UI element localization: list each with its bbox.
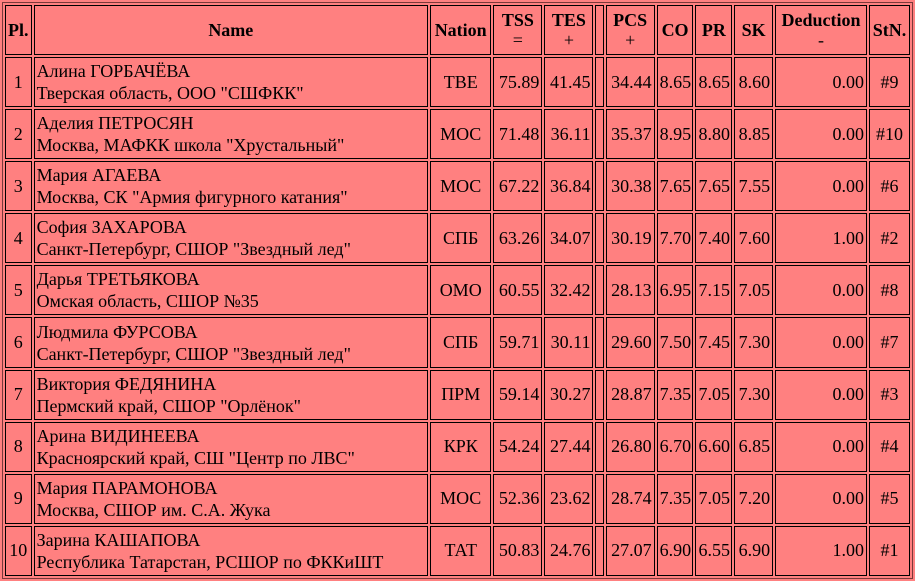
start-number-cell: #1 [869, 526, 910, 576]
gap-cell [595, 265, 603, 315]
pr-cell: 7.65 [695, 161, 732, 211]
skater-name: Дарья ТРЕТЬЯКОВА [36, 269, 200, 290]
pcs-cell: 29.60 [606, 317, 655, 367]
skater-club: Красноярский край, СШ "Центр по ЛВС" [36, 447, 355, 468]
nation-cell: МОС [430, 109, 491, 159]
place-cell: 9 [5, 474, 32, 524]
nation-cell: МОС [430, 474, 491, 524]
deduction-cell: 0.00 [775, 161, 867, 211]
tss-cell: 59.14 [493, 370, 542, 420]
sk-cell: 7.20 [734, 474, 773, 524]
table-row [5, 526, 910, 576]
nation-cell: СПБ [430, 213, 491, 263]
table-row [5, 317, 910, 367]
tss-cell: 67.22 [493, 161, 542, 211]
start-number-cell: #2 [869, 213, 910, 263]
tss-cell: 59.71 [493, 317, 542, 367]
col-header-tes: TES + [544, 5, 593, 55]
nation-cell: ТАТ [430, 526, 491, 576]
col-header-tss: TSS = [493, 5, 542, 55]
skater-name: Людмила ФУРСОВА [36, 321, 198, 342]
tes-cell: 32.42 [544, 265, 593, 315]
skater-club: Санкт-Петербург, СШОР "Звездный лед" [36, 239, 351, 260]
co-cell: 6.70 [657, 422, 694, 472]
pcs-cell: 35.37 [606, 109, 655, 159]
skater-club: Республика Татарстан, РСШОР по ФККиШТ [36, 551, 384, 572]
place-cell: 5 [5, 265, 32, 315]
gap-cell [595, 109, 603, 159]
co-cell: 8.65 [657, 57, 694, 107]
col-header-pr: PR [695, 5, 732, 55]
gap-cell [595, 526, 603, 576]
co-cell: 7.35 [657, 474, 694, 524]
skater-name: Аделия ПЕТРОСЯН [36, 113, 194, 134]
skater-cell [34, 474, 428, 524]
co-cell: 6.90 [657, 526, 694, 576]
pcs-cell: 28.13 [606, 265, 655, 315]
pr-cell: 7.05 [695, 370, 732, 420]
table-row [5, 422, 910, 472]
tss-cell: 63.26 [493, 213, 542, 263]
deduction-cell: 0.00 [775, 474, 867, 524]
deduction-cell: 0.00 [775, 109, 867, 159]
co-cell: 7.65 [657, 161, 694, 211]
nation-cell: ПРМ [430, 370, 491, 420]
pr-cell: 8.80 [695, 109, 732, 159]
sk-cell: 7.30 [734, 317, 773, 367]
table-row [5, 265, 910, 315]
tes-cell: 36.84 [544, 161, 593, 211]
co-cell: 6.95 [657, 265, 694, 315]
tes-cell: 30.27 [544, 370, 593, 420]
tes-cell: 24.76 [544, 526, 593, 576]
tes-cell: 36.11 [544, 109, 593, 159]
start-number-cell: #8 [869, 265, 910, 315]
pcs-cell: 28.74 [606, 474, 655, 524]
place-cell: 7 [5, 370, 32, 420]
gap-cell [595, 422, 603, 472]
gap-cell [595, 474, 603, 524]
start-number-cell: #3 [869, 370, 910, 420]
skater-cell [34, 161, 428, 211]
pr-cell: 7.45 [695, 317, 732, 367]
col-header-nation: Nation [430, 5, 491, 55]
sk-cell: 7.55 [734, 161, 773, 211]
sk-cell: 7.05 [734, 265, 773, 315]
pr-cell: 8.65 [695, 57, 732, 107]
start-number-cell: #10 [869, 109, 910, 159]
nation-cell: ОМО [430, 265, 491, 315]
place-cell: 1 [5, 57, 32, 107]
skater-cell [34, 213, 428, 263]
skater-club: Пермский край, СШОР "Орлёнок" [36, 395, 302, 416]
tes-cell: 41.45 [544, 57, 593, 107]
deduction-cell: 0.00 [775, 265, 867, 315]
tss-cell: 54.24 [493, 422, 542, 472]
pcs-cell: 30.19 [606, 213, 655, 263]
sk-cell: 6.90 [734, 526, 773, 576]
skater-name: Виктория ФЕДЯНИНА [36, 373, 217, 394]
tss-cell: 52.36 [493, 474, 542, 524]
pcs-cell: 27.07 [606, 526, 655, 576]
skater-name: Мария АГАЕВА [36, 165, 162, 186]
col-header-sk: SK [734, 5, 773, 55]
place-cell: 2 [5, 109, 32, 159]
sk-cell: 7.30 [734, 370, 773, 420]
pr-cell: 6.60 [695, 422, 732, 472]
tss-cell: 60.55 [493, 265, 542, 315]
skater-club: Москва, СШОР им. С.А. Жука [36, 499, 271, 520]
skater-cell [34, 109, 428, 159]
table-row [5, 57, 910, 107]
nation-cell: ТВЕ [430, 57, 491, 107]
nation-cell: МОС [430, 161, 491, 211]
table-row [5, 213, 910, 263]
skater-cell [34, 526, 428, 576]
start-number-cell: #9 [869, 57, 910, 107]
place-cell: 4 [5, 213, 32, 263]
place-cell: 8 [5, 422, 32, 472]
pr-cell: 7.05 [695, 474, 732, 524]
deduction-cell: 0.00 [775, 57, 867, 107]
tss-cell: 75.89 [493, 57, 542, 107]
sk-cell: 6.85 [734, 422, 773, 472]
deduction-cell: 0.00 [775, 422, 867, 472]
deduction-cell: 1.00 [775, 526, 867, 576]
table-row [5, 370, 910, 420]
col-header-gap [595, 5, 603, 55]
co-cell: 7.35 [657, 370, 694, 420]
gap-cell [595, 57, 603, 107]
gap-cell [595, 317, 603, 367]
deduction-cell: 0.00 [775, 370, 867, 420]
skater-cell [34, 370, 428, 420]
nation-cell: СПБ [430, 317, 491, 367]
skater-name: Зарина КАШАПОВА [36, 529, 201, 550]
pcs-cell: 26.80 [606, 422, 655, 472]
col-header-name: Name [34, 5, 428, 55]
skater-club: Москва, МАФКК школа "Хрустальный" [36, 135, 345, 156]
skater-cell [34, 265, 428, 315]
place-cell: 6 [5, 317, 32, 367]
col-header-deduction: Deduction - [775, 5, 867, 55]
skater-cell [34, 317, 428, 367]
pr-cell: 6.55 [695, 526, 732, 576]
gap-cell [595, 213, 603, 263]
nation-cell: КРК [430, 422, 491, 472]
co-cell: 7.70 [657, 213, 694, 263]
skater-club: Москва, СК "Армия фигурного катания" [36, 187, 348, 208]
skater-club: Тверская область, ООО "СШФКК" [36, 83, 304, 104]
pcs-cell: 30.38 [606, 161, 655, 211]
sk-cell: 8.60 [734, 57, 773, 107]
results-table [2, 2, 913, 579]
tes-cell: 34.07 [544, 213, 593, 263]
col-header-start-number: StN. [869, 5, 910, 55]
pcs-cell: 34.44 [606, 57, 655, 107]
table-row [5, 474, 910, 524]
col-header-pcs: PCS + [606, 5, 655, 55]
skater-name: Арина ВИДИНЕЕВА [36, 425, 200, 446]
pr-cell: 7.40 [695, 213, 732, 263]
gap-cell [595, 161, 603, 211]
skater-cell [34, 57, 428, 107]
skater-name: София ЗАХАРОВА [36, 217, 187, 238]
skater-club: Санкт-Петербург, СШОР "Звездный лед" [36, 343, 351, 364]
tss-cell: 50.83 [493, 526, 542, 576]
table-row [5, 161, 910, 211]
skater-cell [34, 422, 428, 472]
deduction-cell: 1.00 [775, 213, 867, 263]
sk-cell: 7.60 [734, 213, 773, 263]
start-number-cell: #5 [869, 474, 910, 524]
col-header-co: CO [657, 5, 694, 55]
co-cell: 8.95 [657, 109, 694, 159]
tss-cell: 71.48 [493, 109, 542, 159]
start-number-cell: #7 [869, 317, 910, 367]
tes-cell: 23.62 [544, 474, 593, 524]
place-cell: 3 [5, 161, 32, 211]
pr-cell: 7.15 [695, 265, 732, 315]
table-row [5, 109, 910, 159]
skater-club: Омская область, СШОР №35 [36, 291, 259, 312]
gap-cell [595, 370, 603, 420]
col-header-place: Pl. [5, 5, 32, 55]
skater-name: Мария ПАРАМОНОВА [36, 477, 218, 498]
deduction-cell: 0.00 [775, 317, 867, 367]
header-row [5, 5, 910, 55]
tes-cell: 27.44 [544, 422, 593, 472]
start-number-cell: #6 [869, 161, 910, 211]
place-cell: 10 [5, 526, 32, 576]
sk-cell: 8.85 [734, 109, 773, 159]
skater-name: Алина ГОРБАЧЁВА [36, 61, 191, 82]
pcs-cell: 28.87 [606, 370, 655, 420]
tes-cell: 30.11 [544, 317, 593, 367]
co-cell: 7.50 [657, 317, 694, 367]
start-number-cell: #4 [869, 422, 910, 472]
